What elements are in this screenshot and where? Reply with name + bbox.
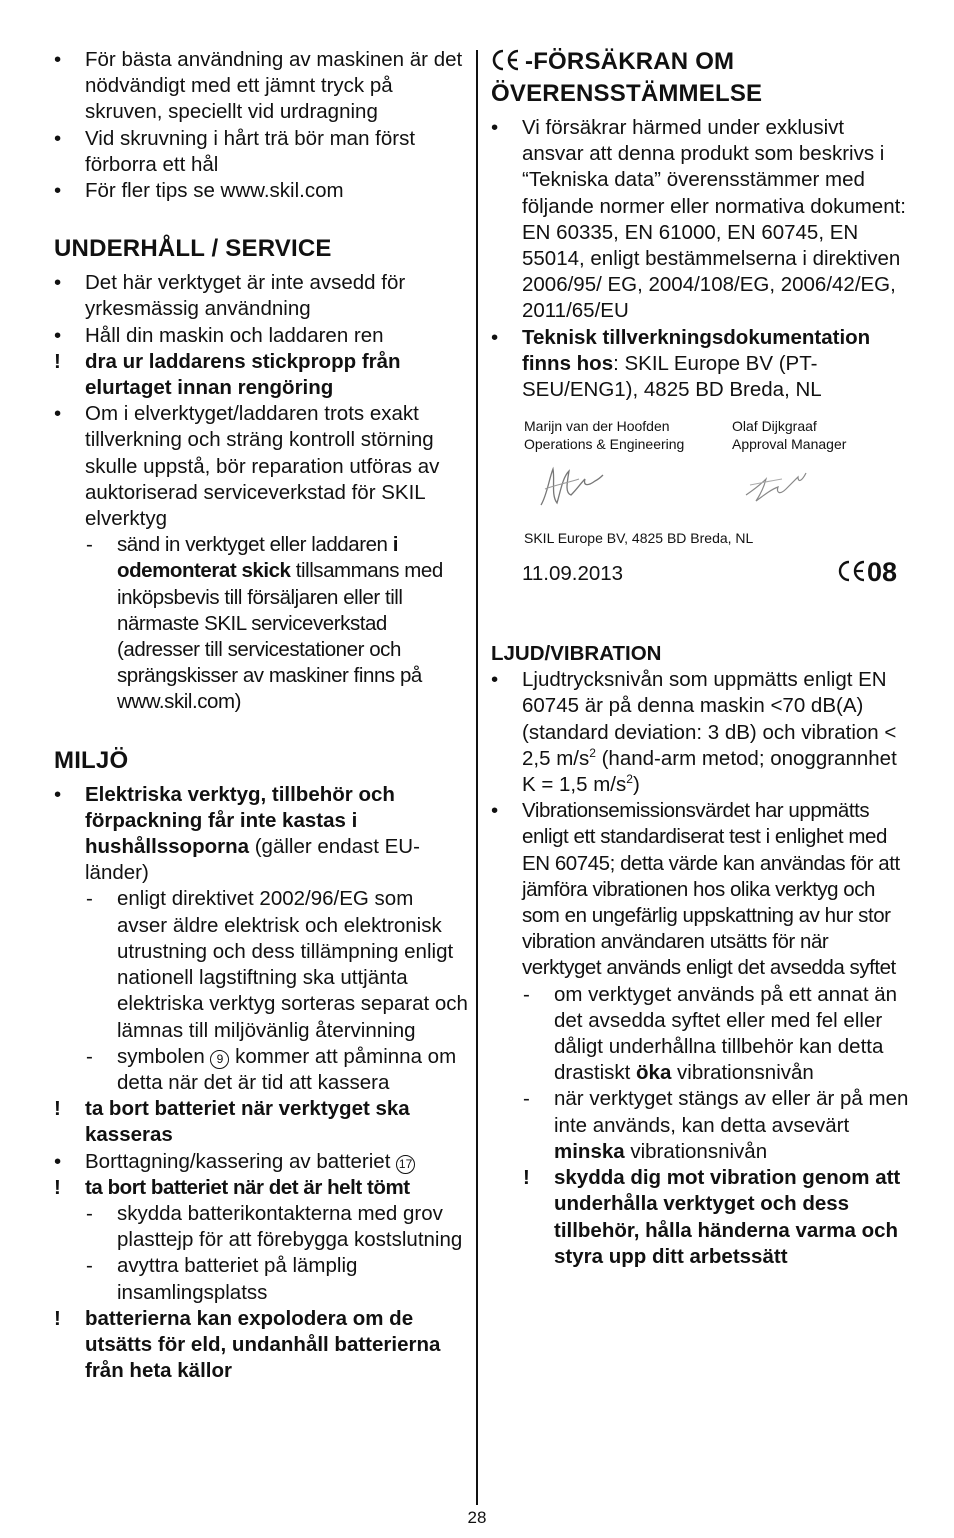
- symbol-reference-icon: 9: [210, 1050, 229, 1069]
- dash-icon: -: [86, 1254, 93, 1278]
- section-heading-vibration: LJUD/VIBRATION: [491, 642, 662, 666]
- signatory-2: Olaf Dijkgraaf Approval Manager: [732, 418, 847, 453]
- list-item: • Vibrationsemissionsvärdet har uppmätts enligt ett standardiserat test i enlighet med EN 60745; detta värde kan användas för att jämföra vibrationen hos olika verktyg och som en ungefärlig uppskattning av hur stor vibration användaren utsätts för när verktyget används enligt det avsedda syftet: [491, 799, 900, 980]
- warning-icon: !: [54, 1175, 61, 1199]
- bullet-icon: •: [54, 402, 62, 426]
- left-column: [54, 47, 468, 1384]
- list-item: • Det här verktyget är inte avsedd för yrkesmässig användning: [54, 271, 406, 321]
- warning-item: ! batterierna kan expolodera om de utsätts för eld, undanhåll batterierna från heta källor: [54, 1306, 441, 1383]
- right-column: [491, 47, 909, 1270]
- ce-mark-icon: [491, 49, 521, 79]
- bullet-icon: •: [491, 668, 499, 692]
- dash-item: - avyttra batteriet på lämplig insamlingsplatss: [86, 1254, 358, 1304]
- dash-item: - när verktyget stängs av eller är på men inte används, kan detta avsevärt minska vibrationsnivån: [523, 1087, 909, 1163]
- bullet-icon: •: [54, 782, 62, 806]
- warning-item: ! ta bort batteriet när det är helt tömt: [54, 1175, 468, 1201]
- warning-icon: !: [523, 1166, 530, 1190]
- warning-icon: !: [54, 1306, 61, 1330]
- bullet-icon: •: [54, 126, 62, 150]
- section-heading-service: UNDERHÅLL / SERVICE: [54, 235, 332, 263]
- bullet-icon: •: [54, 271, 62, 295]
- dash-icon: -: [523, 982, 530, 1006]
- declaration-date: 11.09.2013: [522, 562, 624, 586]
- dash-item: - symbolen 9 kommer att påminna om detta när det är tid att kassera: [86, 1044, 457, 1094]
- warning-item: ! dra ur laddarens stickpropp från elurtaget innan rengöring: [54, 349, 401, 400]
- warning-item: ! ta bort batteriet när verktyget ska kasseras: [54, 1097, 410, 1147]
- bullet-icon: •: [54, 179, 62, 203]
- warning-icon: !: [54, 349, 61, 373]
- dash-item: - skydda batterikontakterna med grov plasttejp för att förebygga kostslutning: [86, 1201, 463, 1252]
- signatory-1: Marijn van der Hoofden Operations & Engineering: [524, 418, 685, 453]
- dash-icon: -: [86, 1044, 93, 1068]
- dash-item: - om verktyget används på ett annat än det avsedda syftet eller med fel eller dåligt underhållna tillbehör kan detta drastiskt öka vibrationsnivån: [523, 982, 898, 1085]
- company-address: SKIL Europe BV, 4825 BD Breda, NL: [524, 530, 754, 547]
- bullet-icon: •: [54, 48, 62, 71]
- section-heading-conformity: -FÖRSÄKRAN OM ÖVERENSSTÄMMELSE: [491, 48, 763, 107]
- bullet-icon: •: [54, 323, 62, 347]
- dash-icon: -: [86, 533, 93, 557]
- list-item: • Elektriska verktyg, tillbehör och förpackning får inte kastas i hushållssoporna (gäller endast EU-länder): [54, 782, 420, 885]
- dash-item: - sänd in verktyget eller laddaren i odemonterat skick tillsammans med inköpsbevis till försäljaren eller till närmaste SKIL serviceverkstad (adresser till servicestationer och sprängskisser av maskiner finns på www.skil.com): [86, 533, 443, 714]
- signature-2-image: [742, 465, 812, 513]
- list-item: • Vid skruvning i hårt trä bör man först förborra ett hål: [54, 126, 416, 176]
- list-item: • Borttagning/kassering av batteriet 17: [54, 1149, 468, 1175]
- dash-item: - enligt direktivet 2002/96/EG som avser äldre elektrisk och elektronisk utrustning och dess tillämpning enligt nationell lagstiftning ska uttjänta elektriska verktyg sorteras separat och lämnas till miljövänlig återvinning: [86, 887, 468, 1042]
- ce-mark-icon: [837, 560, 867, 582]
- page-number: 28: [467, 1508, 487, 1527]
- list-item: • För fler tips se www.skil.com: [54, 178, 468, 204]
- list-item: • Ljudtrycksnivån som uppmätts enligt EN 60745 är på denna maskin <70 dB(A) (standard deviation: 3 dB) och vibration < 2,5 $m/s^2$ (hand-arm metod; onoggrannhet K = 1,5 $m/s^2$): [491, 668, 897, 797]
- signature-block: [491, 417, 909, 613]
- bullet-icon: •: [491, 799, 498, 823]
- column-divider: [476, 50, 478, 1505]
- ce-year-mark: 08: [837, 557, 897, 587]
- bullet-icon: •: [491, 325, 499, 349]
- dash-icon: -: [86, 887, 93, 911]
- bullet-icon: •: [491, 116, 499, 139]
- list-item: • Håll din maskin och laddaren ren: [54, 323, 468, 349]
- dash-icon: -: [523, 1087, 530, 1111]
- list-item: • Teknisk tillverkningsdokumentation finns hos: SKIL Europe BV (PT-SEU/ENG1), 4825 BD Breda, NL: [491, 325, 871, 402]
- list-item: • För bästa användning av maskinen är det nödvändigt med ett jämnt tryck på skruven, speciellt vid urdragning: [54, 48, 463, 124]
- dash-icon: -: [86, 1201, 93, 1225]
- section-heading-miljo: MILJÖ: [54, 746, 129, 774]
- warning-icon: !: [54, 1097, 61, 1121]
- list-item: • Vi försäkrar härmed under exklusivt ansvar att denna produkt som beskrivs i “Tekniska data” överensstämmer med följande normer eller normativa dokument: EN 60335, EN 61000, EN 60745, EN 55014, enligt bestämmelserna i direktiven 2006/95/ EG, 2004/108/EG, 2006/42/EG, 2011/65/EU: [491, 116, 906, 323]
- bullet-icon: •: [54, 1149, 62, 1173]
- battery-reference-icon: 17: [396, 1155, 415, 1174]
- warning-item: ! skydda dig mot vibration genom att underhålla verktyget och dess tillbehör, hålla händerna varma och styra upp ditt arbetssätt: [523, 1166, 901, 1268]
- signature-1-image: [535, 465, 605, 513]
- list-item: • Om i elverktyget/laddaren trots exakt tillverkning och sträng kontroll störning skulle uppstå, bör reparation utföras av auktoriserad serviceverkstad för SKIL elverktyg: [54, 402, 440, 531]
